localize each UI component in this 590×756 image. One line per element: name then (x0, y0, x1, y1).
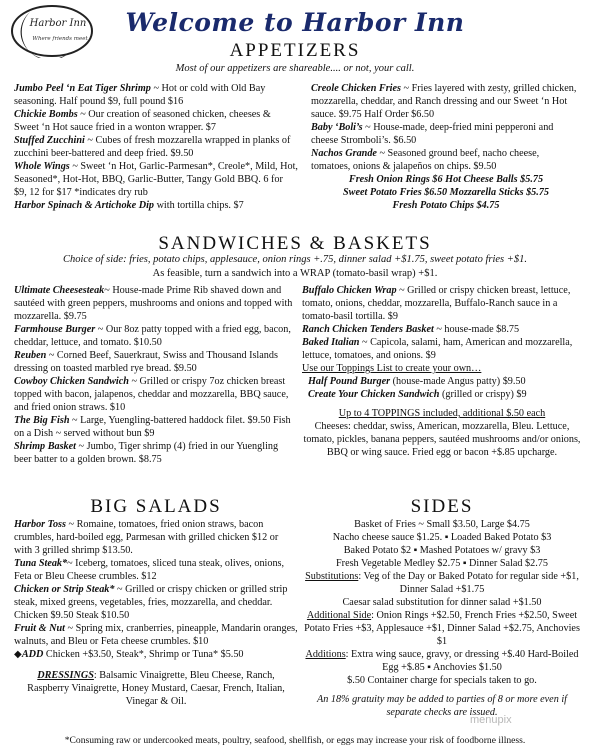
menu-item: Fruit & Nut ~ Spring mix, cranberries, pineapple, Mandarin oranges, walnuts, and Bleu or Feta cheese crumbles. $10 (14, 623, 298, 647)
menu-item: The Big Fish ~ Large, Yuengling-battered haddock filet. $9.50 Fish on a Dish ~ served without bun $9 (14, 415, 291, 439)
appetizer-extras-line: Fresh Onion Rings $6 Hot Cheese Balls $5.75 (348, 174, 544, 185)
menu-item: Stuffed Zucchini ~ Cubes of fresh mozzarella wrapped in planks of zucchini beer-battered and deep fried. $9.50 (14, 135, 291, 159)
wrap-note: As feasible, turn a sandwich into a WRAP (tomato-basil wrap) +$1. (152, 268, 438, 279)
sandwiches-heading: SANDWICHES & BASKETS (158, 233, 432, 254)
menu-item: Farmhouse Burger ~ Our 8oz patty topped with a fried egg, bacon, cheddar, lettuce, and tomato. $10.50 (14, 324, 291, 348)
substitutions-line: Substitutions: Veg of the Day or Baked Potato for regular side +$1, Dinner Salad +$1.75 (305, 571, 579, 595)
menu-item: Baby ‘Boli’s ~ House-made, deep-fried mini pepperoni and cheese Stromboli’s. $6.50 (311, 122, 554, 146)
side-line: Baked Potato $2 ▪ Mashed Potatoes w/ gravy $3 (343, 545, 541, 556)
sandwiches-subtitle: Choice of side: fries, potato chips, applesauce, onion rings +.75, dinner salad +$1.75, sweet potato fries +$1. (63, 254, 527, 265)
menu-item: Harbor Spinach & Artichoke Dip with tortilla chips. $7 (14, 200, 244, 211)
menu-item: Baked Italian ~ Capicola, salami, ham, American and mozzarella, lettuce, tomatoes, and onions. $9 (302, 337, 573, 361)
foodborne-illness-footer: *Consuming raw or undercooked meats, poultry, seafood, shellfish, or eggs may increase your risk of foodborne illness. (64, 735, 526, 746)
menu-item: Shrimp Basket ~ Jumbo, Tiger shrimp (4) fried in our Yuengling beer batter to a golden brown. $8.75 (14, 441, 279, 465)
side-line: Nacho cheese sauce $1.25. ▪ Loaded Baked Potato $3 (332, 532, 552, 543)
diamond-icon: ◆ (14, 649, 22, 660)
menu-item: Jumbo Peel ‘n Eat Tiger Shrimp ~ Hot or cold with Old Bay seasoning. Half pound $9, full pound $16 (14, 83, 266, 107)
menu-item: Ranch Chicken Tenders Basket ~ house-made $8.75 (302, 324, 520, 335)
container-charge-line: $.50 Container charge for specials taken to go. (347, 675, 537, 686)
sandwiches-right-column (302, 284, 582, 459)
logo-tagline: Where friends meet (32, 36, 88, 42)
menu-item: Nachos Grande ~ Seasoned ground beef, nacho cheese, tomatoes, onions & jalapeños on chips. $9.50 (311, 148, 540, 172)
side-line: Fresh Vegetable Medley $2.75 ▪ Dinner Salad $2.75 (336, 558, 548, 569)
menu-item: Half Pound Burger (house-made Angus patty) $9.50 (308, 376, 526, 387)
appetizers-heading: APPETIZERS (229, 40, 361, 61)
sides-heading: SIDES (410, 496, 474, 517)
menu-item: Whole Wings ~ Sweet ‘n Hot, Garlic-Parmesan*, Creole*, Mild, Hot, Seasoned*, Hot-Hot, BBQ, Garlic-Butter, Tangy Gold BBQ. 6 for $9, 12 for $17 *indicates dry rub (14, 161, 298, 198)
appetizer-extras-line: Fresh Potato Chips $4.75 (392, 200, 500, 211)
additional-side-line: Additional Side: Onion Rings +$2.50, French Fries +$2.50, Sweet Potato Fries +$3, Applesauce +$1, Dinner Salad +$2.75, Anchovies $1 (304, 610, 580, 647)
logo-name: Harbor Inn (29, 18, 87, 29)
watermark: menupix (470, 714, 512, 726)
menu-item: Cowboy Chicken Sandwich ~ Grilled or crispy 7oz chicken breast topped with bacon, jalapenos, cheddar and mozzarella, BBQ sauce, and fried onion straws. $10 (14, 376, 289, 413)
sandwiches-left-column (14, 284, 298, 466)
gratuity-note: An 18% gratuity may be added to parties of 8 or more even if separate checks are issued. (316, 694, 568, 718)
toppings-text: Cheeses: cheddar, swiss, American, mozzarella, Bleu. Lettuce, tomato, pickles, banana peppers, sautéed mushrooms and/or onions, BBQ or wing sauce. Fried egg or bacon +$.85 upcharge. (303, 421, 581, 458)
side-line: Basket of Fries ~ Small $3.50, Large $4.75 (354, 519, 530, 530)
menu-item: Creole Chicken Fries ~ Fries layered with zesty, grilled chicken, mozzarella, cheddar, and Ranch dressing and our Sweet ‘n Hot sauce. $9.75 Half Order $6.50 (311, 83, 577, 120)
page-title: Welcome to Harbor Inn (125, 8, 465, 37)
dressings-line: DRESSINGS: Balsamic Vinaigrette, Bleu Cheese, Ranch, Raspberry Vinaigrette, Honey Mustard, Caesar, French, Italian, Vinegar & Oil. (27, 670, 285, 707)
menu-item: Chicken or Strip Steak* ~ Grilled or crispy chicken or grilled strip steak, mixed greens, vegetables, fries, mozzarella, and cheddar. Chicken $9.50 Steak $10.50 (14, 584, 288, 621)
appetizers-subtitle: Most of our appetizers are shareable.... or not, your call. (175, 63, 415, 74)
salads-column (14, 518, 298, 708)
appetizer-extras-line: Sweet Potato Fries $6.50 Mozzarella Sticks $5.75 (342, 187, 550, 198)
salads-heading: BIG SALADS (90, 496, 222, 517)
menu-item: Create Your Chicken Sandwich (grilled or crispy) $9 (308, 389, 527, 400)
toppings-title: Up to 4 TOPPINGS included, additional $.50 each (338, 408, 546, 419)
caesar-line: Caesar salad substitution for dinner salad +$1.50 (342, 597, 542, 608)
additions-line: Additions: Extra wing sauce, gravy, or dressing +$.40 Hard-Boiled Egg +$.85 ▪ Anchovies $1.50 (305, 649, 579, 673)
toppings-link: Use our Toppings List to create your own… (302, 363, 482, 374)
sides-column (302, 518, 582, 719)
menu-item: Reuben ~ Corned Beef, Sauerkraut, Swiss and Thousand Islands dressing on toasted marbled rye bread. $9.50 (14, 350, 278, 374)
menu-item: Chickie Bombs ~ Our creation of seasoned chicken, cheeses & Sweet ‘n Hot sauce fried in a wonton wrapper. $7 (14, 109, 271, 133)
menu-item: Harbor Toss ~ Romaine, tomatoes, fried onion straws, bacon crumbles, hard-boiled egg, Parmesan with grilled chicken $12 or with 3 grilled shrimp $13.50. (14, 519, 279, 556)
appetizers-left-column (14, 82, 298, 212)
menu-item: Buffalo Chicken Wrap ~ Grilled or crispy chicken breast, lettuce, tomato, onions, cheddar, mozzarella, Buffalo-Ranch sauce in a tomato-basil tortilla. $9 (302, 285, 571, 322)
appetizers-right-column (311, 82, 581, 212)
menu-item: Ultimate Cheesesteak~ House-made Prime Rib shaved down and sautéed with green peppers, mushrooms and onions and topped with mozzarella. $9.75 (14, 285, 293, 322)
salad-add-line: ◆ADD Chicken +$3.50, Steak*, Shrimp or Tuna* $5.50 (14, 649, 244, 660)
menu-item: Tuna Steak*~ Iceberg, tomatoes, sliced tuna steak, olives, onions, Feta or Bleu Cheese crumbles. $12 (14, 558, 285, 582)
